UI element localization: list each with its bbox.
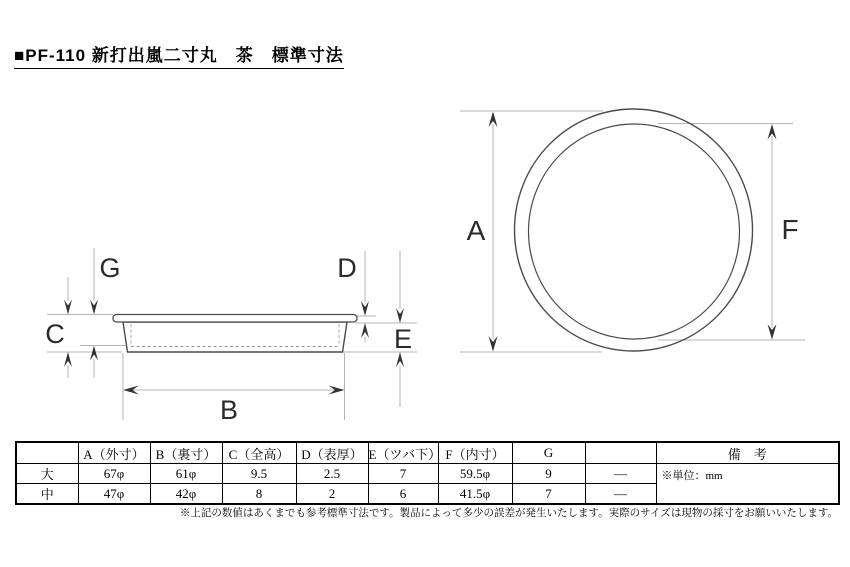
inner-circle: [529, 124, 740, 339]
dim-label-b: B: [219, 395, 239, 425]
header-corner: [16, 442, 78, 464]
cell-medium-d: 2: [296, 484, 368, 505]
header-c: C（全高）: [222, 442, 296, 464]
cell-large-f: 59.5φ: [438, 464, 512, 484]
cell-large-e: 7: [368, 464, 438, 484]
dimension-table: [15, 441, 840, 505]
cell-remark-unit-note: ※単位：mm: [656, 464, 839, 505]
header-blank: [585, 442, 656, 464]
row-label-medium: 中: [16, 484, 78, 505]
cell-medium-e: 6: [368, 484, 438, 505]
dim-label-g: G: [99, 253, 121, 283]
header-b: B（裏寸）: [150, 442, 222, 464]
dim-label-d: D: [337, 253, 357, 283]
dim-label-f: F: [781, 214, 799, 245]
cell-large-d: 2.5: [296, 464, 368, 484]
dimension-f: [768, 124, 777, 340]
tray-rim-outline: [113, 315, 357, 323]
row-label-large: 大: [16, 464, 78, 484]
header-d: D（表厚）: [296, 442, 368, 464]
cell-large-a: 67φ: [78, 464, 150, 484]
header-remark: 備 考: [656, 442, 839, 464]
cell-large-blank: —: [585, 464, 656, 484]
cell-large-c: 9.5: [222, 464, 296, 484]
header-g: G: [512, 442, 585, 464]
dimension-a: [489, 112, 498, 352]
cell-medium-c: 8: [222, 484, 296, 505]
table-row-large: [16, 464, 839, 484]
dimension-g: [90, 248, 98, 378]
cell-medium-blank: —: [585, 484, 656, 505]
side-view-drawing: [45, 248, 417, 425]
cell-large-g: 9: [512, 464, 585, 484]
outer-circle: [515, 109, 753, 351]
header-f: F（内寸）: [438, 442, 512, 464]
dim-label-c: C: [45, 319, 65, 349]
header-e: E（ツバ下）: [368, 442, 438, 464]
cell-medium-f: 41.5φ: [438, 484, 512, 505]
cell-medium-a: 47φ: [78, 484, 150, 505]
disclaimer-footnote: ※上記の数値はあくまでも参考標準寸法です。製品によって多少の誤差が発生いたします。実際のサイズは現物の採寸をお願いいたします。: [179, 508, 838, 519]
top-view-extension-lines: [460, 111, 805, 352]
dimension-d: [361, 251, 369, 342]
dim-label-e: E: [393, 324, 413, 354]
dim-label-a: A: [466, 215, 486, 246]
page-title: ■PF-110 新打出嵐二寸丸 茶 標準寸法: [14, 41, 344, 69]
cell-medium-g: 7: [512, 484, 585, 505]
dimension-b: [123, 386, 345, 395]
cell-medium-b: 42φ: [150, 484, 222, 505]
cell-large-b: 61φ: [150, 464, 222, 484]
header-a: A（外寸）: [78, 442, 150, 464]
table-header-row: [16, 442, 839, 464]
top-view-drawing: [460, 109, 805, 352]
dimension-c: [64, 277, 72, 378]
tray-body-outline: [123, 322, 347, 352]
